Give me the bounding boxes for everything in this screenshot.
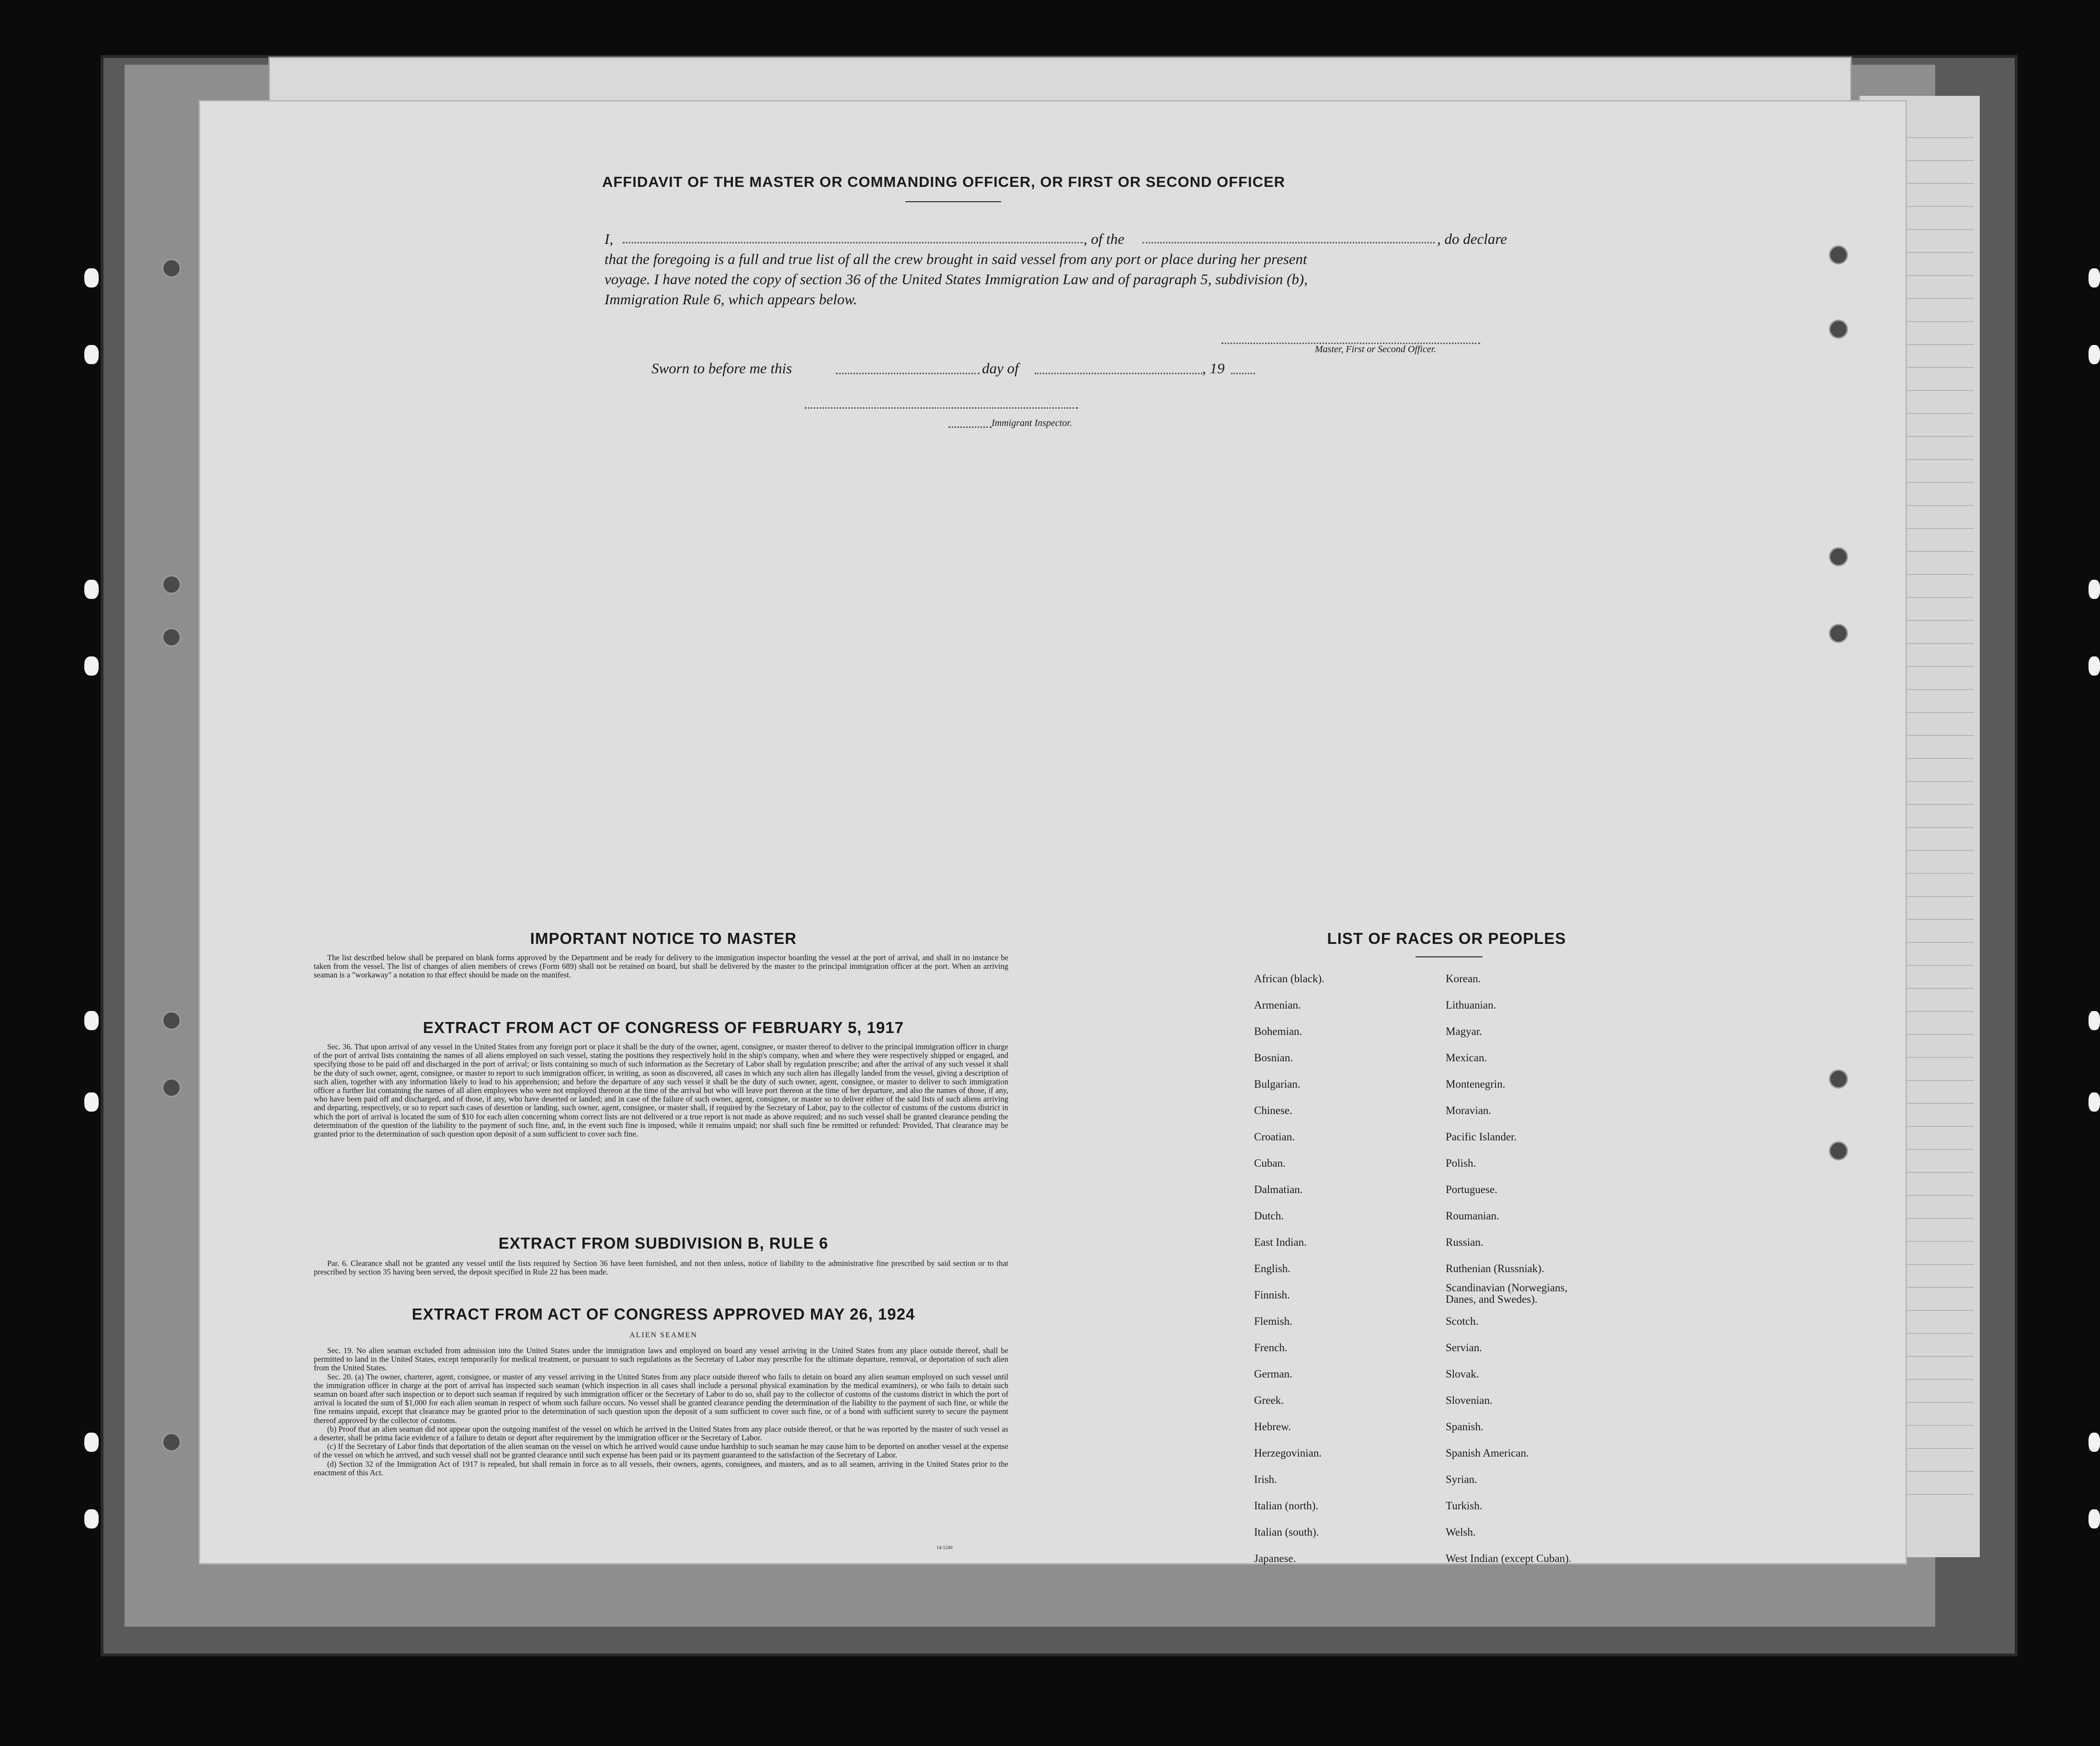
- inspector-short-line: [948, 426, 992, 428]
- extract-1924-title: EXTRACT FROM ACT OF CONGRESS APPROVED MAY 26, 1924: [411, 1305, 915, 1323]
- binder-hole: [1829, 547, 1848, 566]
- race-item: Polish.: [1446, 1157, 1476, 1169]
- race-item: Dalmatian.: [1254, 1183, 1303, 1195]
- race-item: Armenian.: [1254, 999, 1301, 1011]
- race-item: Chinese.: [1254, 1104, 1292, 1116]
- race-item: Magyar.: [1446, 1025, 1483, 1037]
- notice-text: The list described below shall be prepared on blank forms approved by the Department and be ready for delivery to the immigration inspector boarding the vessel at the port of arrival, and shall in no instance be taken from the vessel. The list of changes of alien members of crews (Form 689) shall not be retained on board, but shall be delivered by the master to the principal immigration officer at the port. When an arriving seaman is a "workaway" a notation to that effect should be made on the manifest.: [314, 953, 1008, 980]
- race-item: Slovak.: [1446, 1368, 1479, 1380]
- day-of-text: day of: [982, 360, 1019, 377]
- race-item: African (black).: [1254, 973, 1324, 985]
- race-item: Cuban.: [1254, 1157, 1286, 1169]
- affidavit-title: AFFIDAVIT OF THE MASTER OR COMMANDING OFFICER, OR FIRST OR SECOND OFFICER: [602, 173, 1286, 190]
- race-item: Korean.: [1446, 973, 1481, 985]
- race-item: Lithuanian.: [1446, 999, 1496, 1011]
- sworn-text: Sworn to before me this: [651, 360, 792, 377]
- film-hole: [84, 1509, 99, 1528]
- race-item: Portuguese.: [1446, 1183, 1497, 1195]
- film-hole: [84, 1092, 99, 1112]
- film-hole: [2089, 1011, 2100, 1030]
- binder-hole: [1829, 320, 1848, 339]
- extract-1917-title: EXTRACT FROM ACT OF CONGRESS OF FEBRUARY 5, 1917: [423, 1019, 904, 1036]
- race-item: Italian (north).: [1254, 1500, 1319, 1512]
- binder-hole: [162, 1433, 181, 1452]
- film-hole: [2089, 345, 2100, 364]
- binder-hole: [162, 628, 181, 647]
- binder-hole: [1829, 1069, 1848, 1089]
- inspector-signature-line: [805, 407, 1078, 409]
- race-item: Turkish.: [1446, 1500, 1483, 1512]
- race-item: Dutch.: [1254, 1210, 1284, 1222]
- film-hole: [2089, 268, 2100, 287]
- race-item: Greek.: [1254, 1394, 1284, 1406]
- race-item: French.: [1254, 1342, 1288, 1354]
- race-item: Servian.: [1446, 1342, 1483, 1354]
- race-item: Herzegovinian.: [1254, 1447, 1322, 1459]
- manifest-back-page: [200, 102, 1906, 1563]
- film-hole: [2089, 656, 2100, 676]
- race-item: Bulgarian.: [1254, 1078, 1301, 1090]
- rule6-title: EXTRACT FROM SUBDIVISION B, RULE 6: [498, 1234, 829, 1252]
- race-item: Scandinavian (Norwegians, Danes, and Swedes).: [1446, 1282, 1568, 1305]
- binder-hole: [1829, 245, 1848, 264]
- alien-seamen-subtitle: ALIEN SEAMEN: [629, 1331, 697, 1339]
- sworn-month-line: [1035, 373, 1202, 374]
- name-blank-line: [623, 242, 1083, 243]
- film-hole: [84, 656, 99, 676]
- race-item: Welsh.: [1446, 1526, 1476, 1538]
- sworn-day-line: [836, 373, 980, 374]
- rule6-text: Par. 6. Clearance shall not be granted any vessel until the lists required by Section 36 have been furnished, and not then unless, notice of liability to the administrative fine prescribed by said section or to that prescribed by section 35 having been served, the deposit specified in Rule 22 has been made.: [314, 1259, 1008, 1277]
- race-item: Irish.: [1254, 1473, 1277, 1485]
- race-item: Roumanian.: [1446, 1210, 1499, 1222]
- inspector-label: Immigrant Inspector.: [992, 418, 1072, 428]
- races-title-rule: [1415, 956, 1483, 957]
- affidavit-line-2: that the foregoing is a full and true list of all the crew brought in said vessel from any port or place during her present: [605, 251, 1307, 267]
- race-item: East Indian.: [1254, 1236, 1307, 1248]
- race-item: Moravian.: [1446, 1104, 1492, 1116]
- affidavit-do-declare: , do declare: [1437, 230, 1507, 247]
- vessel-blank-line: [1142, 242, 1435, 243]
- races-title: LIST OF RACES OR PEOPLES: [1327, 930, 1566, 947]
- race-item: Ruthenian (Russniak).: [1446, 1263, 1544, 1275]
- film-hole: [84, 345, 99, 364]
- year-line: [1231, 373, 1255, 374]
- race-item: Bohemian.: [1254, 1025, 1302, 1037]
- binder-hole: [162, 259, 181, 278]
- affidavit-of-the: , of the: [1084, 230, 1125, 247]
- race-item: English.: [1254, 1263, 1291, 1275]
- film-hole: [84, 1433, 99, 1452]
- binder-hole: [1829, 1141, 1848, 1160]
- race-item: Spanish American.: [1446, 1447, 1529, 1459]
- year-text: , 19: [1202, 360, 1225, 377]
- film-hole: [84, 580, 99, 599]
- extract-1924-text: Sec. 19. No alien seaman excluded from admission into the United States under the immigration laws and employed on board any vessel arriving in the United States from any place outside thereof, shall be permitted to land in the United States, except temporarily for medical treatment, or pursuant to such regulations as the Secretary of Labor may prescribe for the ultimate departure, removal, or deportation of such alien from the United States. Sec. 20. (a) The owner, charterer, agent, consignee, or master of any vessel arriving in the United States from any place outside thereof who fails to detain on board any alien seaman employed on such vessel until the immigration officer in charge at the port of arrival has inspected such seaman (which inspection in all cases shall include a personal physical examination by the medical examiners), or who fails to detain such seaman on board after such inspection or to deport such seaman if required by such immigration officer or the Secretary of Labor to do so, shall pay to the collector of customs of the customs district in which the port of arrival is located the sum of $1,000 for each alien seaman in respect of whom such failure occurs. No vessel shall be granted clearance pending the determination of the liability to the payment of such fine, or while the fine remains unpaid, except that clearance may be granted prior to the determination of such question upon the deposit of a sum sufficient to cover such fine, or of a bond with sufficient surety to secure the payment thereof approved by the collector of customs. (b) Proof that an alien seaman did not appear upon the outgoing manifest of the vessel on which he arrived in the United States from any place outside thereof, or that he was reported by the master of such vessel as a deserter, shall be prima facie evidence of a failure to detain or deport after requirement by the immigration officer or the Secretary of Labor. (c) If the Secretary of Labor finds that deportation of the alien seaman on the vessel on which he arrived would cause undue hardship to such seaman he may cause him to be deported on another vessel at the expense of the vessel on which he arrived, and such vessel shall not be granted clearance until such expense has been paid or its payment guaranteed to the satisfaction of the Secretary of Labor. (d) Section 32 of the Immigration Act of 1917 is repealed, but shall remain in force as to all vessels, their owners, agents, consignees, and masters, and as to all seamen, arriving in the United States prior to the enactment of this Act.: [314, 1346, 1008, 1477]
- title-rule: [905, 201, 1001, 202]
- extract-1917-text: Sec. 36. That upon arrival of any vessel in the United States from any foreign port or place it shall be the duty of the owner, agent, consignee, or master thereof to deliver to the principal immigration officer in charge of the port of arrival lists containing the names of all aliens employed on such vessel, stating the positions they respectively hold in the ship's company, when and where they were respectively shipped or engaged, and specifying those to be paid off and discharged in the port of arrival; or lists containing so much of such information as the Secretary of Labor shall by regulation prescribe; and after the arrival of any such vessel it shall be the duty of such owner, agent, consignee, or master to report to such immigration officer, in writing, as soon as discovered, all cases in which any such alien has illegally landed from the vessel, giving a description of such alien, together with any information likely to lead to his apprehension; and before the departure of any such vessel it shall be the duty of such owner, agent, consignee, or master to deliver to such immigration officer a further list containing the names of all alien employees who were not employed thereon at the time of the arrival but who will leave port thereon at the time of her departure, and also the names of those, if any, who have been paid off and discharged, and of those, if any, who have deserted or landed; and in case of the failure of such owner, agent, consignee, or master so to deliver either of the said lists of such aliens arriving and departing, respectively, or so to report such cases of desertion or landing, such owner, agent, consignee, or master shall, if required by the Secretary of Labor, pay to the collector of customs of the customs district in which the port of arrival is located the sum of $10 for each alien concerning whom correct lists are not delivered or a true report is not made as above required; and no such vessel shall be granted clearance pending the determination of the question of the liability to the payment of such fine, and, in the event such fine is imposed, while it remains unpaid; nor shall such fine be remitted or refunded: Provided, That clearance may be granted prior to the determination of such question upon deposit of a sum sufficient to cover such fine.: [314, 1042, 1008, 1139]
- film-hole: [2089, 1509, 2100, 1528]
- form-number: 14-1240: [936, 1545, 953, 1551]
- race-item: Russian.: [1446, 1236, 1484, 1248]
- master-signature-label: Master, First or Second Officer.: [1315, 344, 1437, 355]
- film-hole: [2089, 1092, 2100, 1112]
- race-item: Hebrew.: [1254, 1421, 1291, 1433]
- race-item: Croatian.: [1254, 1131, 1295, 1143]
- race-item: Scotch.: [1446, 1315, 1479, 1327]
- film-hole: [84, 1011, 99, 1030]
- binder-hole: [1829, 624, 1848, 643]
- race-item: German.: [1254, 1368, 1292, 1380]
- binder-hole: [162, 575, 181, 594]
- race-item: Syrian.: [1446, 1473, 1477, 1485]
- affidavit-line-3: voyage. I have noted the copy of section 36 of the United States Immigration Law and of paragraph 5, subdivision (b),: [605, 271, 1308, 287]
- film-hole: [2089, 1433, 2100, 1452]
- notice-title: IMPORTANT NOTICE TO MASTER: [530, 930, 797, 947]
- race-item: Finnish.: [1254, 1289, 1290, 1301]
- race-item: Montenegrin.: [1446, 1078, 1506, 1090]
- film-hole: [84, 268, 99, 287]
- race-item: Japanese.: [1254, 1552, 1296, 1564]
- affidavit-line-4: Immigration Rule 6, which appears below.: [605, 291, 857, 308]
- race-item: Mexican.: [1446, 1052, 1487, 1064]
- race-item: Pacific Islander.: [1446, 1131, 1517, 1143]
- race-item: Flemish.: [1254, 1315, 1292, 1327]
- race-item: Spanish.: [1446, 1421, 1484, 1433]
- film-hole: [2089, 580, 2100, 599]
- binder-hole: [162, 1078, 181, 1097]
- race-item: Bosnian.: [1254, 1052, 1293, 1064]
- race-item: Slovenian.: [1446, 1394, 1493, 1406]
- race-item: West Indian (except Cuban).: [1446, 1552, 1572, 1564]
- binder-hole: [162, 1011, 181, 1030]
- affidavit-i: I,: [605, 230, 614, 247]
- race-item: Italian (south).: [1254, 1526, 1319, 1538]
